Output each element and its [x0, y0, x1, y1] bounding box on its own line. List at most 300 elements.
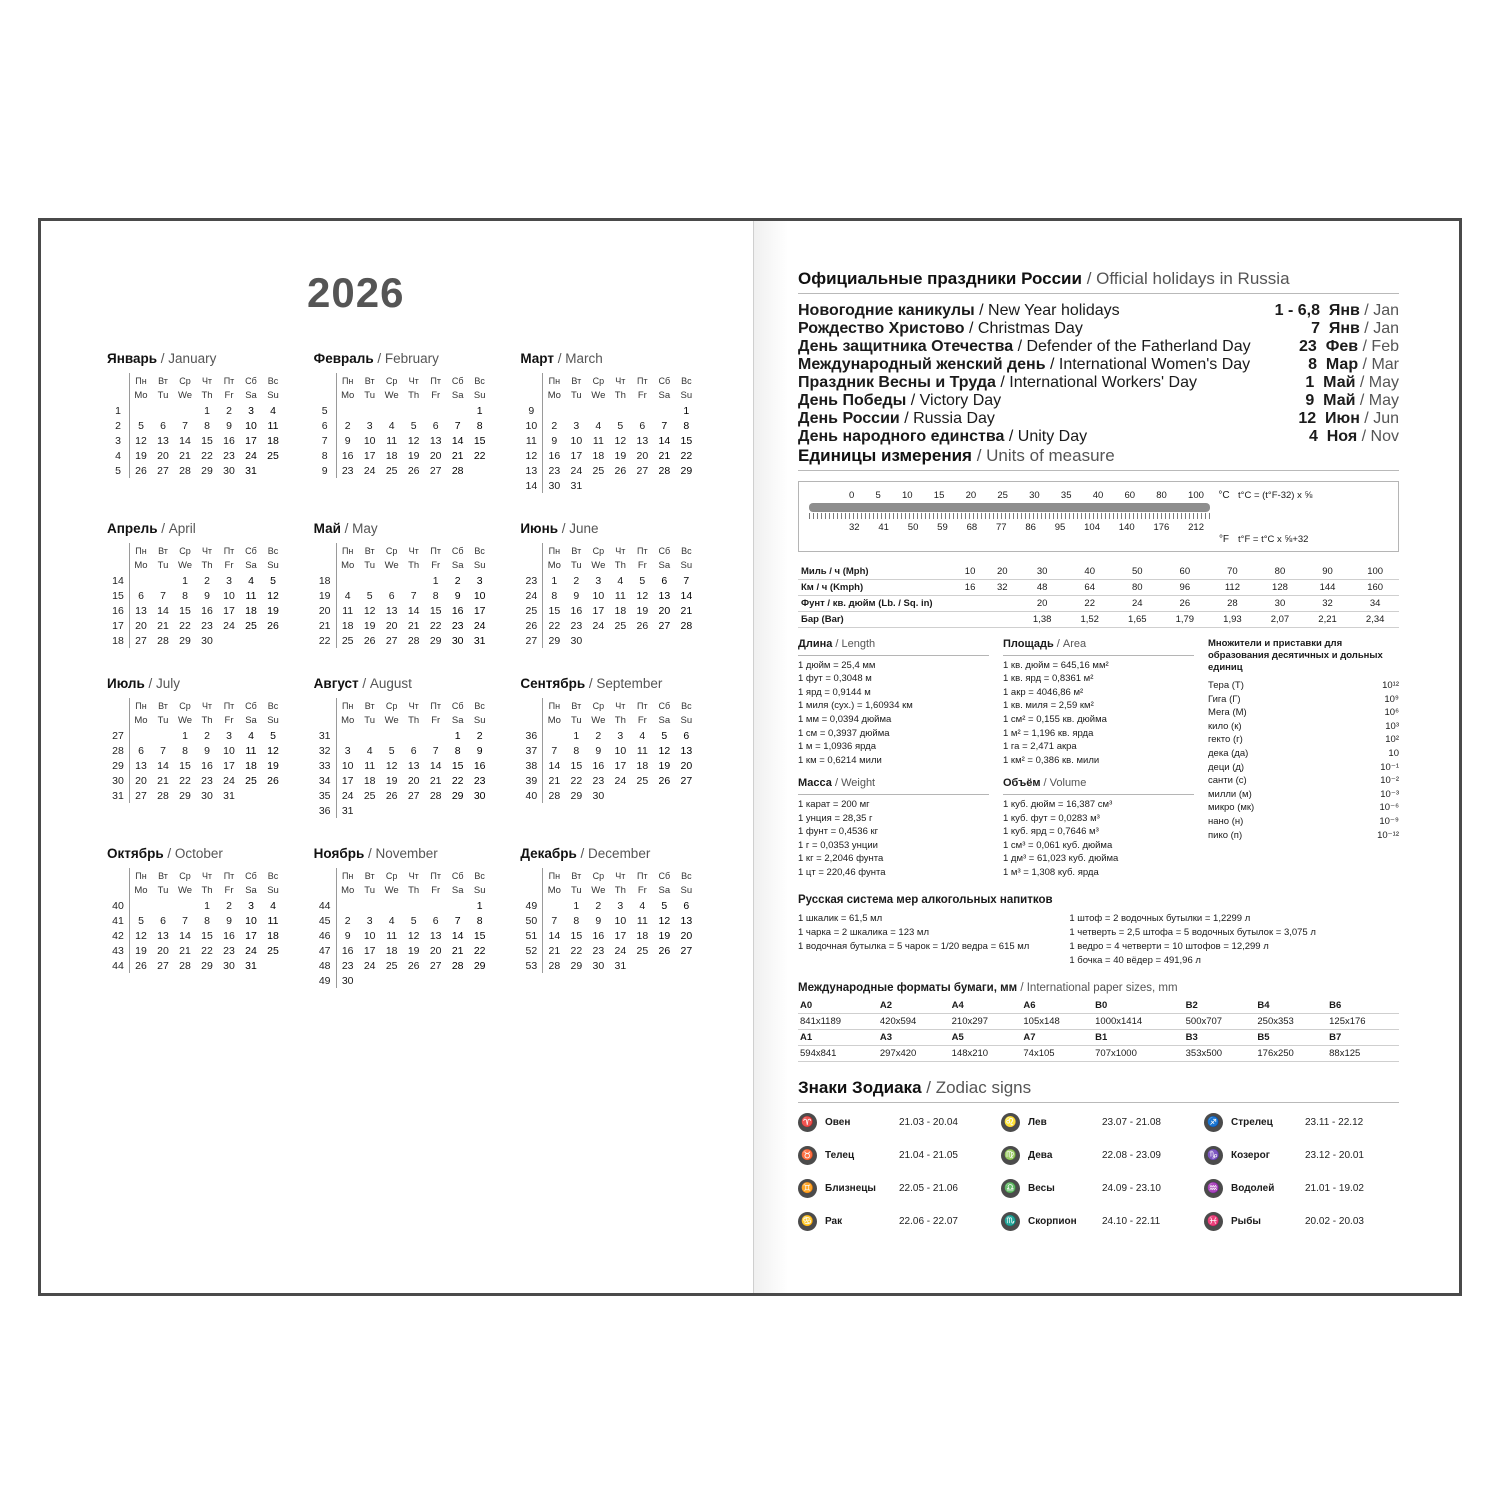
- day-cell: 9: [595, 914, 602, 927]
- day-cell: 29: [201, 464, 213, 477]
- celsius-tick: 15: [933, 490, 945, 501]
- week-row: [520, 433, 697, 448]
- weekday-header-en: Th: [201, 389, 213, 401]
- day-cell: 19: [614, 449, 627, 462]
- day-cell: 22: [179, 774, 191, 787]
- week-row: [314, 788, 491, 803]
- day-cell: 22: [570, 944, 583, 957]
- weekday-header-en: We: [177, 714, 193, 726]
- day-cell: 18: [614, 604, 627, 617]
- holiday-row: [798, 428, 1399, 446]
- weekday-header-ru: Сб: [245, 375, 257, 386]
- week-number: 41: [107, 913, 130, 928]
- day-cell: 28: [680, 619, 693, 632]
- day-cell: [240, 788, 262, 803]
- conversion-value: [986, 612, 1018, 628]
- week-row: [107, 618, 284, 633]
- day-cell: 30: [451, 634, 464, 647]
- day-cell: 21: [179, 449, 191, 462]
- prefix-name: гекто (г): [1208, 734, 1243, 746]
- week-row: [520, 758, 697, 773]
- day-cell: 31: [245, 959, 257, 972]
- day-cell: 27: [385, 634, 398, 647]
- fahrenheit-tick: 86: [1025, 522, 1036, 533]
- day-cell: 17: [245, 929, 257, 942]
- weekday-header-ru: Вт: [364, 375, 375, 386]
- day-cell: 4: [639, 899, 646, 912]
- holiday-name: Рождество Христово / Christmas Day: [798, 320, 1083, 337]
- prefix-value: 10⁻¹: [1380, 761, 1399, 773]
- weekday-header-en: Mo: [341, 884, 355, 896]
- weekday-header-en: Su: [267, 389, 279, 401]
- conversion-value: 80: [1256, 564, 1304, 580]
- zodiac-column-1: [798, 1113, 993, 1245]
- weight-title-ru: Масса: [798, 777, 832, 790]
- weekday-header-en: Mo: [134, 714, 148, 726]
- conversion-value: 1,65: [1114, 612, 1162, 628]
- weekday-header-ru: Пн: [548, 375, 561, 386]
- holiday-name: День народного единства / Unity Day: [798, 428, 1088, 445]
- zodiac-name: Водолей: [1231, 1182, 1275, 1194]
- weekday-header-ru: Пн: [341, 870, 354, 881]
- month-name: Июнь / June: [520, 521, 599, 536]
- paper-header-row: A1 A3 A5 A7 B1 B3 B5 B7: [798, 1029, 1399, 1045]
- day-cell: 26: [135, 464, 147, 477]
- week-number: 31: [314, 728, 337, 743]
- month-table: [314, 373, 491, 478]
- day-cell: 17: [473, 604, 486, 617]
- weekday-header-en: Tu: [364, 884, 376, 896]
- conversion-value: 30: [1256, 596, 1304, 612]
- weekday-header-ru: Сб: [658, 870, 671, 881]
- day-cell: 3: [248, 899, 254, 912]
- week-number: 20: [314, 603, 337, 618]
- day-cell: 21: [548, 774, 561, 787]
- weekday-header-ru: Сб: [245, 700, 257, 711]
- day-cell: 21: [680, 604, 693, 617]
- zodiac-dates: 23.07 - 21.08: [1102, 1116, 1161, 1128]
- weekday-header-en: Mo: [547, 559, 561, 571]
- week-row: [520, 478, 697, 493]
- day-cell: 26: [267, 619, 279, 632]
- day-cell: [130, 573, 153, 588]
- prefixes-title: Множители и приставки для образования десятичных и дольных единиц: [1208, 638, 1383, 673]
- conversion-value: 50: [1114, 564, 1162, 580]
- prefix-name: кило (к): [1208, 720, 1242, 732]
- prefix-name: Гига (Г): [1208, 693, 1241, 705]
- day-cell: [425, 803, 447, 818]
- day-cell: [336, 573, 359, 588]
- weekday-header-en: Mo: [341, 714, 355, 726]
- day-cell: [262, 633, 284, 648]
- holiday-date: 1 - 6,8 Янв / Jan: [1274, 302, 1399, 319]
- day-cell: 7: [683, 574, 690, 587]
- day-cell: [336, 898, 359, 913]
- weekday-header-en: Su: [680, 714, 693, 726]
- weekday-header-ru: Вт: [158, 375, 168, 386]
- day-cell: [359, 403, 381, 418]
- day-cell: 29: [473, 959, 486, 972]
- day-cell: 15: [473, 434, 486, 447]
- day-cell: 10: [363, 929, 376, 942]
- holiday-name: Новогодние каникулы / New Year holidays: [798, 302, 1120, 319]
- week-row: [314, 943, 491, 958]
- celsius-formula: t°C = (t°F-32) x ⅝: [1238, 490, 1313, 501]
- week-number: 9: [520, 403, 543, 418]
- holidays-heading-en: / Official holidays in Russia: [1081, 269, 1290, 288]
- week-number: 8: [314, 448, 337, 463]
- month-table: [107, 543, 284, 648]
- holiday-row: [798, 374, 1399, 392]
- area-list: [1003, 659, 1194, 768]
- holiday-row: [798, 320, 1399, 338]
- day-cell: 2: [204, 729, 210, 742]
- prefix-value: 10: [1388, 747, 1399, 759]
- weekday-header-ru: Сб: [658, 545, 671, 556]
- week-number: 49: [520, 898, 543, 913]
- week-number: 38: [520, 758, 543, 773]
- holiday-date: 12 Июн / Jun: [1298, 410, 1399, 427]
- day-cell: 6: [138, 744, 144, 757]
- week-number: 48: [314, 958, 337, 973]
- weekday-header-en: Fr: [224, 389, 234, 401]
- day-cell: [447, 403, 469, 418]
- day-cell: 10: [363, 434, 376, 447]
- weekday-header-en: We: [177, 389, 193, 401]
- day-cell: 11: [267, 419, 279, 432]
- week-number: 35: [314, 788, 337, 803]
- day-cell: [174, 898, 196, 913]
- weekday-header-ru: Чт: [615, 545, 626, 556]
- day-cell: 1: [476, 404, 483, 417]
- day-cell: 7: [661, 419, 668, 432]
- weekday-header-ru: Вс: [681, 545, 692, 556]
- weekday-header-ru: Вт: [571, 375, 582, 386]
- day-cell: 12: [614, 434, 627, 447]
- day-cell: [359, 803, 381, 818]
- week-number: 33: [314, 758, 337, 773]
- length-item: 1 м = 1,0936 ярда: [798, 741, 877, 753]
- day-cell: 2: [595, 899, 602, 912]
- day-cell: 16: [548, 449, 561, 462]
- day-cell: 8: [454, 744, 461, 757]
- conversion-value: 1,93: [1209, 612, 1257, 628]
- conversion-value: 1,79: [1161, 612, 1209, 628]
- conversion-value: 30: [1018, 564, 1066, 580]
- day-cell: 1: [432, 574, 439, 587]
- day-cell: 23: [341, 464, 354, 477]
- day-cell: 17: [614, 929, 627, 942]
- day-cell: 1: [573, 729, 580, 742]
- weekday-header-en: Th: [614, 714, 626, 726]
- weekday-header-en: Th: [614, 559, 626, 571]
- weekday-header-en: Tu: [157, 389, 169, 401]
- prefix-value: 10⁻⁶: [1379, 802, 1399, 814]
- weekday-header-en: We: [384, 714, 399, 726]
- day-cell: 25: [341, 634, 354, 647]
- month-name: Февраль / February: [313, 351, 439, 366]
- day-cell: 25: [385, 464, 398, 477]
- holiday-date: 1 Май / May: [1305, 374, 1399, 391]
- length-weight-column: [798, 638, 989, 880]
- day-cell: 30: [201, 634, 213, 647]
- day-cell: 8: [432, 589, 439, 602]
- conversion-value: 10: [954, 564, 986, 580]
- weekday-header-ru: Вс: [474, 375, 485, 386]
- day-cell: 22: [570, 774, 583, 787]
- day-cell: 23: [592, 774, 605, 787]
- weekday-header-en: We: [591, 559, 606, 571]
- day-cell: 15: [680, 434, 693, 447]
- day-cell: 20: [680, 759, 693, 772]
- day-cell: 10: [614, 914, 627, 927]
- conversion-row: [798, 564, 1399, 580]
- weekday-header-ru: Вс: [267, 375, 279, 386]
- day-cell: 24: [363, 464, 376, 477]
- fahrenheit-tick: 50: [907, 522, 919, 533]
- prefix-row: [1208, 801, 1399, 815]
- prefix-value: 10¹²: [1382, 680, 1399, 691]
- day-cell: [675, 478, 697, 493]
- day-cell: [469, 463, 491, 478]
- calendar-spread: [38, 218, 1462, 1296]
- prefixes-list: [1208, 679, 1399, 842]
- day-cell: 15: [201, 929, 213, 942]
- week-row: [107, 603, 284, 618]
- length-item: 1 мм = 0,0394 дюйма: [798, 713, 892, 725]
- prefixes-column: [1208, 638, 1399, 880]
- day-cell: 24: [245, 944, 257, 957]
- zodiac-dates: 22.05 - 21.06: [899, 1182, 958, 1194]
- month-march: [520, 351, 727, 493]
- day-cell: 20: [157, 449, 169, 462]
- day-cell: 14: [157, 604, 169, 617]
- day-cell: [336, 728, 359, 743]
- day-cell: [152, 403, 174, 418]
- zodiac-row: [1204, 1146, 1399, 1165]
- zodiac-dates: 22.08 - 23.09: [1102, 1149, 1161, 1161]
- week-number: 18: [314, 573, 337, 588]
- weekday-header-en: Tu: [157, 884, 169, 896]
- fahrenheit-ticks: [809, 519, 1210, 533]
- day-cell: 4: [270, 899, 276, 912]
- day-cell: 13: [385, 604, 398, 617]
- prefix-value: 10⁻²: [1380, 775, 1399, 787]
- holiday-date: 7 Янв / Jan: [1311, 320, 1399, 337]
- zodiac-row: [798, 1113, 993, 1132]
- day-cell: 12: [407, 929, 420, 942]
- day-cell: 7: [454, 419, 461, 432]
- day-cell: 5: [388, 744, 395, 757]
- day-cell: 27: [658, 619, 671, 632]
- day-cell: [653, 788, 675, 803]
- day-cell: 26: [267, 774, 279, 787]
- day-cell: 29: [179, 634, 191, 647]
- day-cell: [152, 898, 174, 913]
- weekday-header-en: Su: [267, 559, 279, 571]
- day-cell: 16: [473, 759, 486, 772]
- zodiac-name: Рыбы: [1231, 1215, 1261, 1227]
- weekday-header-en: Fr: [224, 559, 234, 571]
- week-row: [520, 573, 697, 588]
- conversion-value: 2,07: [1256, 612, 1304, 628]
- day-cell: 21: [157, 774, 169, 787]
- weekday-header-ru: Пт: [430, 545, 441, 556]
- month-january: [107, 351, 314, 493]
- week-row: [520, 898, 697, 913]
- day-cell: 18: [636, 759, 649, 772]
- zodiac-sign-icon: ♈: [798, 1113, 817, 1132]
- celsius-tick: 30: [1029, 490, 1040, 501]
- prefix-value: 10³: [1385, 720, 1399, 732]
- week-row: [314, 588, 491, 603]
- day-cell: 25: [385, 959, 398, 972]
- prefix-row: [1208, 788, 1399, 802]
- celsius-tick: 0: [849, 490, 855, 501]
- weekday-header-ru: Пн: [548, 700, 561, 711]
- weekday-header-en: Su: [473, 389, 486, 401]
- day-cell: 16: [201, 759, 213, 772]
- day-cell: 18: [385, 944, 398, 957]
- weekday-header-en: Fr: [431, 559, 441, 571]
- day-cell: 27: [407, 789, 420, 802]
- zodiac-sign-icon: ♌: [1001, 1113, 1020, 1132]
- day-cell: 14: [179, 434, 191, 447]
- conversion-value: 16: [954, 580, 986, 596]
- day-cell: 7: [551, 744, 558, 757]
- day-cell: 18: [245, 604, 257, 617]
- day-cell: 9: [551, 434, 558, 447]
- prefix-value: 10⁹: [1384, 693, 1399, 705]
- zodiac-name: Скорпион: [1028, 1215, 1077, 1227]
- volume-item: 1 куб. дюйм = 16,387 см³: [1003, 798, 1113, 810]
- weekday-header-ru: Вс: [267, 545, 279, 556]
- day-cell: 16: [341, 944, 354, 957]
- weekday-header-en: Mo: [547, 714, 561, 726]
- weekday-header-en: We: [591, 389, 606, 401]
- day-cell: 2: [204, 574, 210, 587]
- day-cell: 19: [658, 759, 671, 772]
- day-cell: 9: [204, 589, 210, 602]
- week-row: [314, 603, 491, 618]
- week-number: 23: [520, 573, 543, 588]
- paper-title-ru: Международные форматы бумаги, мм: [798, 981, 1018, 994]
- day-cell: 15: [570, 759, 583, 772]
- week-row: [107, 898, 284, 913]
- weight-item: 1 г = 0,0353 унции: [798, 839, 878, 851]
- temperature-scale: [798, 481, 1399, 552]
- weekday-header-ru: Вт: [158, 870, 168, 881]
- day-cell: 24: [614, 774, 627, 787]
- week-number: 5: [107, 463, 130, 478]
- area-item: 1 кв. ярд = 0,8361 м²: [1003, 673, 1094, 685]
- week-row: [520, 773, 697, 788]
- day-cell: 20: [157, 944, 169, 957]
- week-number: 4: [107, 448, 130, 463]
- conversion-value: 22: [1066, 596, 1114, 612]
- day-cell: 17: [223, 604, 235, 617]
- weekday-header-en: Fr: [431, 714, 441, 726]
- day-cell: 7: [551, 914, 558, 927]
- day-cell: 23: [548, 464, 561, 477]
- day-cell: 29: [548, 634, 561, 647]
- week-row: [107, 943, 284, 958]
- day-cell: [609, 788, 631, 803]
- day-cell: [543, 728, 566, 743]
- week-row: [107, 728, 284, 743]
- week-row: [314, 403, 491, 418]
- week-row: [314, 773, 491, 788]
- weekday-header-en: Fr: [637, 559, 647, 571]
- month-name: Октябрь / October: [107, 846, 223, 861]
- day-cell: 15: [570, 929, 583, 942]
- day-cell: [262, 958, 284, 973]
- day-cell: 22: [473, 944, 486, 957]
- zodiac-row: [1001, 1212, 1196, 1231]
- week-number: 39: [520, 773, 543, 788]
- day-cell: 29: [570, 959, 583, 972]
- day-cell: 24: [363, 959, 376, 972]
- week-row: [107, 418, 284, 433]
- week-row: [520, 588, 697, 603]
- day-cell: 19: [636, 604, 649, 617]
- zodiac-sign-icon: ♑: [1204, 1146, 1223, 1165]
- weekday-header-en: We: [384, 389, 399, 401]
- prefix-row: [1208, 679, 1399, 693]
- weekday-header-ru: Вт: [364, 545, 375, 556]
- day-cell: 25: [614, 619, 627, 632]
- prefix-row: [1208, 693, 1399, 707]
- day-cell: 11: [342, 604, 354, 617]
- day-cell: 18: [636, 929, 649, 942]
- zodiac-name: Овен: [825, 1116, 851, 1128]
- weekday-header-ru: Пт: [223, 700, 235, 711]
- units-heading: [798, 446, 1399, 471]
- day-cell: 25: [636, 774, 649, 787]
- day-cell: 1: [573, 899, 580, 912]
- month-february: [314, 351, 521, 493]
- prefix-value: 10⁻¹²: [1377, 829, 1399, 841]
- day-cell: 11: [636, 914, 648, 927]
- day-cell: 30: [223, 959, 235, 972]
- zodiac-row: [798, 1146, 993, 1165]
- day-cell: 21: [429, 774, 442, 787]
- fahrenheit-tick: 32: [849, 522, 860, 533]
- week-row: [314, 913, 491, 928]
- day-cell: 27: [157, 959, 169, 972]
- day-cell: 14: [548, 929, 561, 942]
- day-cell: 3: [366, 914, 373, 927]
- month-name: Апрель / April: [107, 521, 196, 536]
- conversion-value: 40: [1066, 564, 1114, 580]
- day-cell: [130, 403, 153, 418]
- week-number: 40: [107, 898, 130, 913]
- conversion-value: [954, 612, 986, 628]
- week-row: [314, 973, 491, 988]
- day-cell: 21: [407, 619, 420, 632]
- length-title-ru: Длина: [798, 638, 833, 650]
- day-cell: 4: [595, 419, 602, 432]
- conversion-value: 2,21: [1304, 612, 1352, 628]
- volume-title-en: / Volume: [1040, 777, 1087, 790]
- week-number: 29: [107, 758, 130, 773]
- day-cell: 19: [363, 619, 376, 632]
- calendar-grid: [107, 351, 727, 988]
- day-cell: 13: [658, 589, 671, 602]
- week-number: 18: [107, 633, 130, 648]
- weekday-header-ru: Ср: [179, 870, 191, 881]
- day-cell: [130, 898, 153, 913]
